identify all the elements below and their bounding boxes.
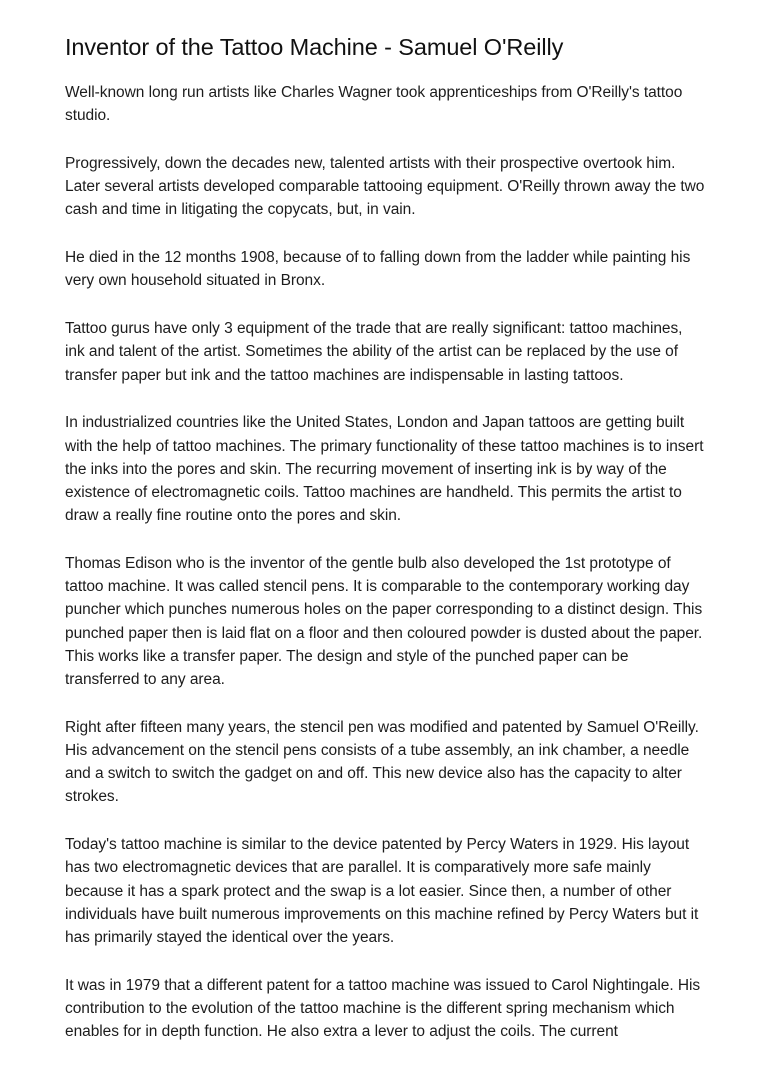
paragraph-4: Tattoo gurus have only 3 equipment of the trade that are really significant: tattoo machines, ink and talent of the artist. Sometimes the ability of the artist can be replaced by the use of transfer paper but ink and the tattoo machines are indispensable in lasting tattoos.	[65, 320, 683, 384]
paragraph-2: Progressively, down the decades new, talented artists with their prospective overtook him. Later several artists developed comparable tattooing equipment. O'Reilly thrown away the two cash and time in litigating the copycats, but, in vain.	[65, 155, 705, 219]
paragraph-5: In industrialized countries like the United States, London and Japan tattoos are getting built with the help of tattoo machines. The primary functionality of these tattoo machines is to insert the inks into the pores and skin. The recurring movement of inserting ink is by way of the existence of electromagnetic coils. Tattoo machines are handheld. This permits the artist to draw a really fine routine onto the pores and skin.	[65, 414, 704, 525]
paragraph-9: It was in 1979 that a different patent for a tattoo machine was issued to Carol Nightingale. His contribution to the evolution of the tattoo machine is the different spring mechanism which enables for in depth function. He also extra a lever to adjust the coils. The current	[65, 976, 701, 1041]
paragraph-7: Right after fifteen many years, the stencil pen was modified and patented by Samuel O'Reilly. His advancement on the stencil pens consists of a tube assembly, an ink chamber, a needle and a switch to switch the gadget on and off. This new device also has the capacity to alter strokes.	[65, 718, 699, 806]
document-page	[65, 30, 705, 1068]
paragraph-1: Well-known long run artists like Charles Wagner took apprenticeships from O'Reilly's tattoo studio.	[65, 84, 683, 125]
paragraph-8: Today's tattoo machine is similar to the device patented by Percy Waters in 1929. His layout has two electromagnetic devices that are parallel. It is comparatively more safe mainly because it has a spark protect and the swap is a lot easier. Since then, a number of other individuals have built numerous improvements on this machine refined by Percy Waters but it has primarily stayed the identical over the years.	[65, 836, 699, 947]
page-title: Inventor of the Tattoo Machine - Samuel O'Reilly	[65, 34, 564, 60]
paragraph-3: He died in the 12 months 1908, because of to falling down from the ladder while painting his very own household situated in Bronx.	[65, 249, 691, 290]
paragraph-6: Thomas Edison who is the inventor of the gentle bulb also developed the 1st prototype of tattoo machine. It was called stencil pens. It is comparable to the contemporary working day puncher which punches numerous holes on the paper corresponding to a distinct design. This punched paper then is laid flat on a floor and then coloured powder is dusted about the paper. This works like a transfer paper. The design and style of the punched paper can be transferred to any area.	[65, 555, 703, 689]
